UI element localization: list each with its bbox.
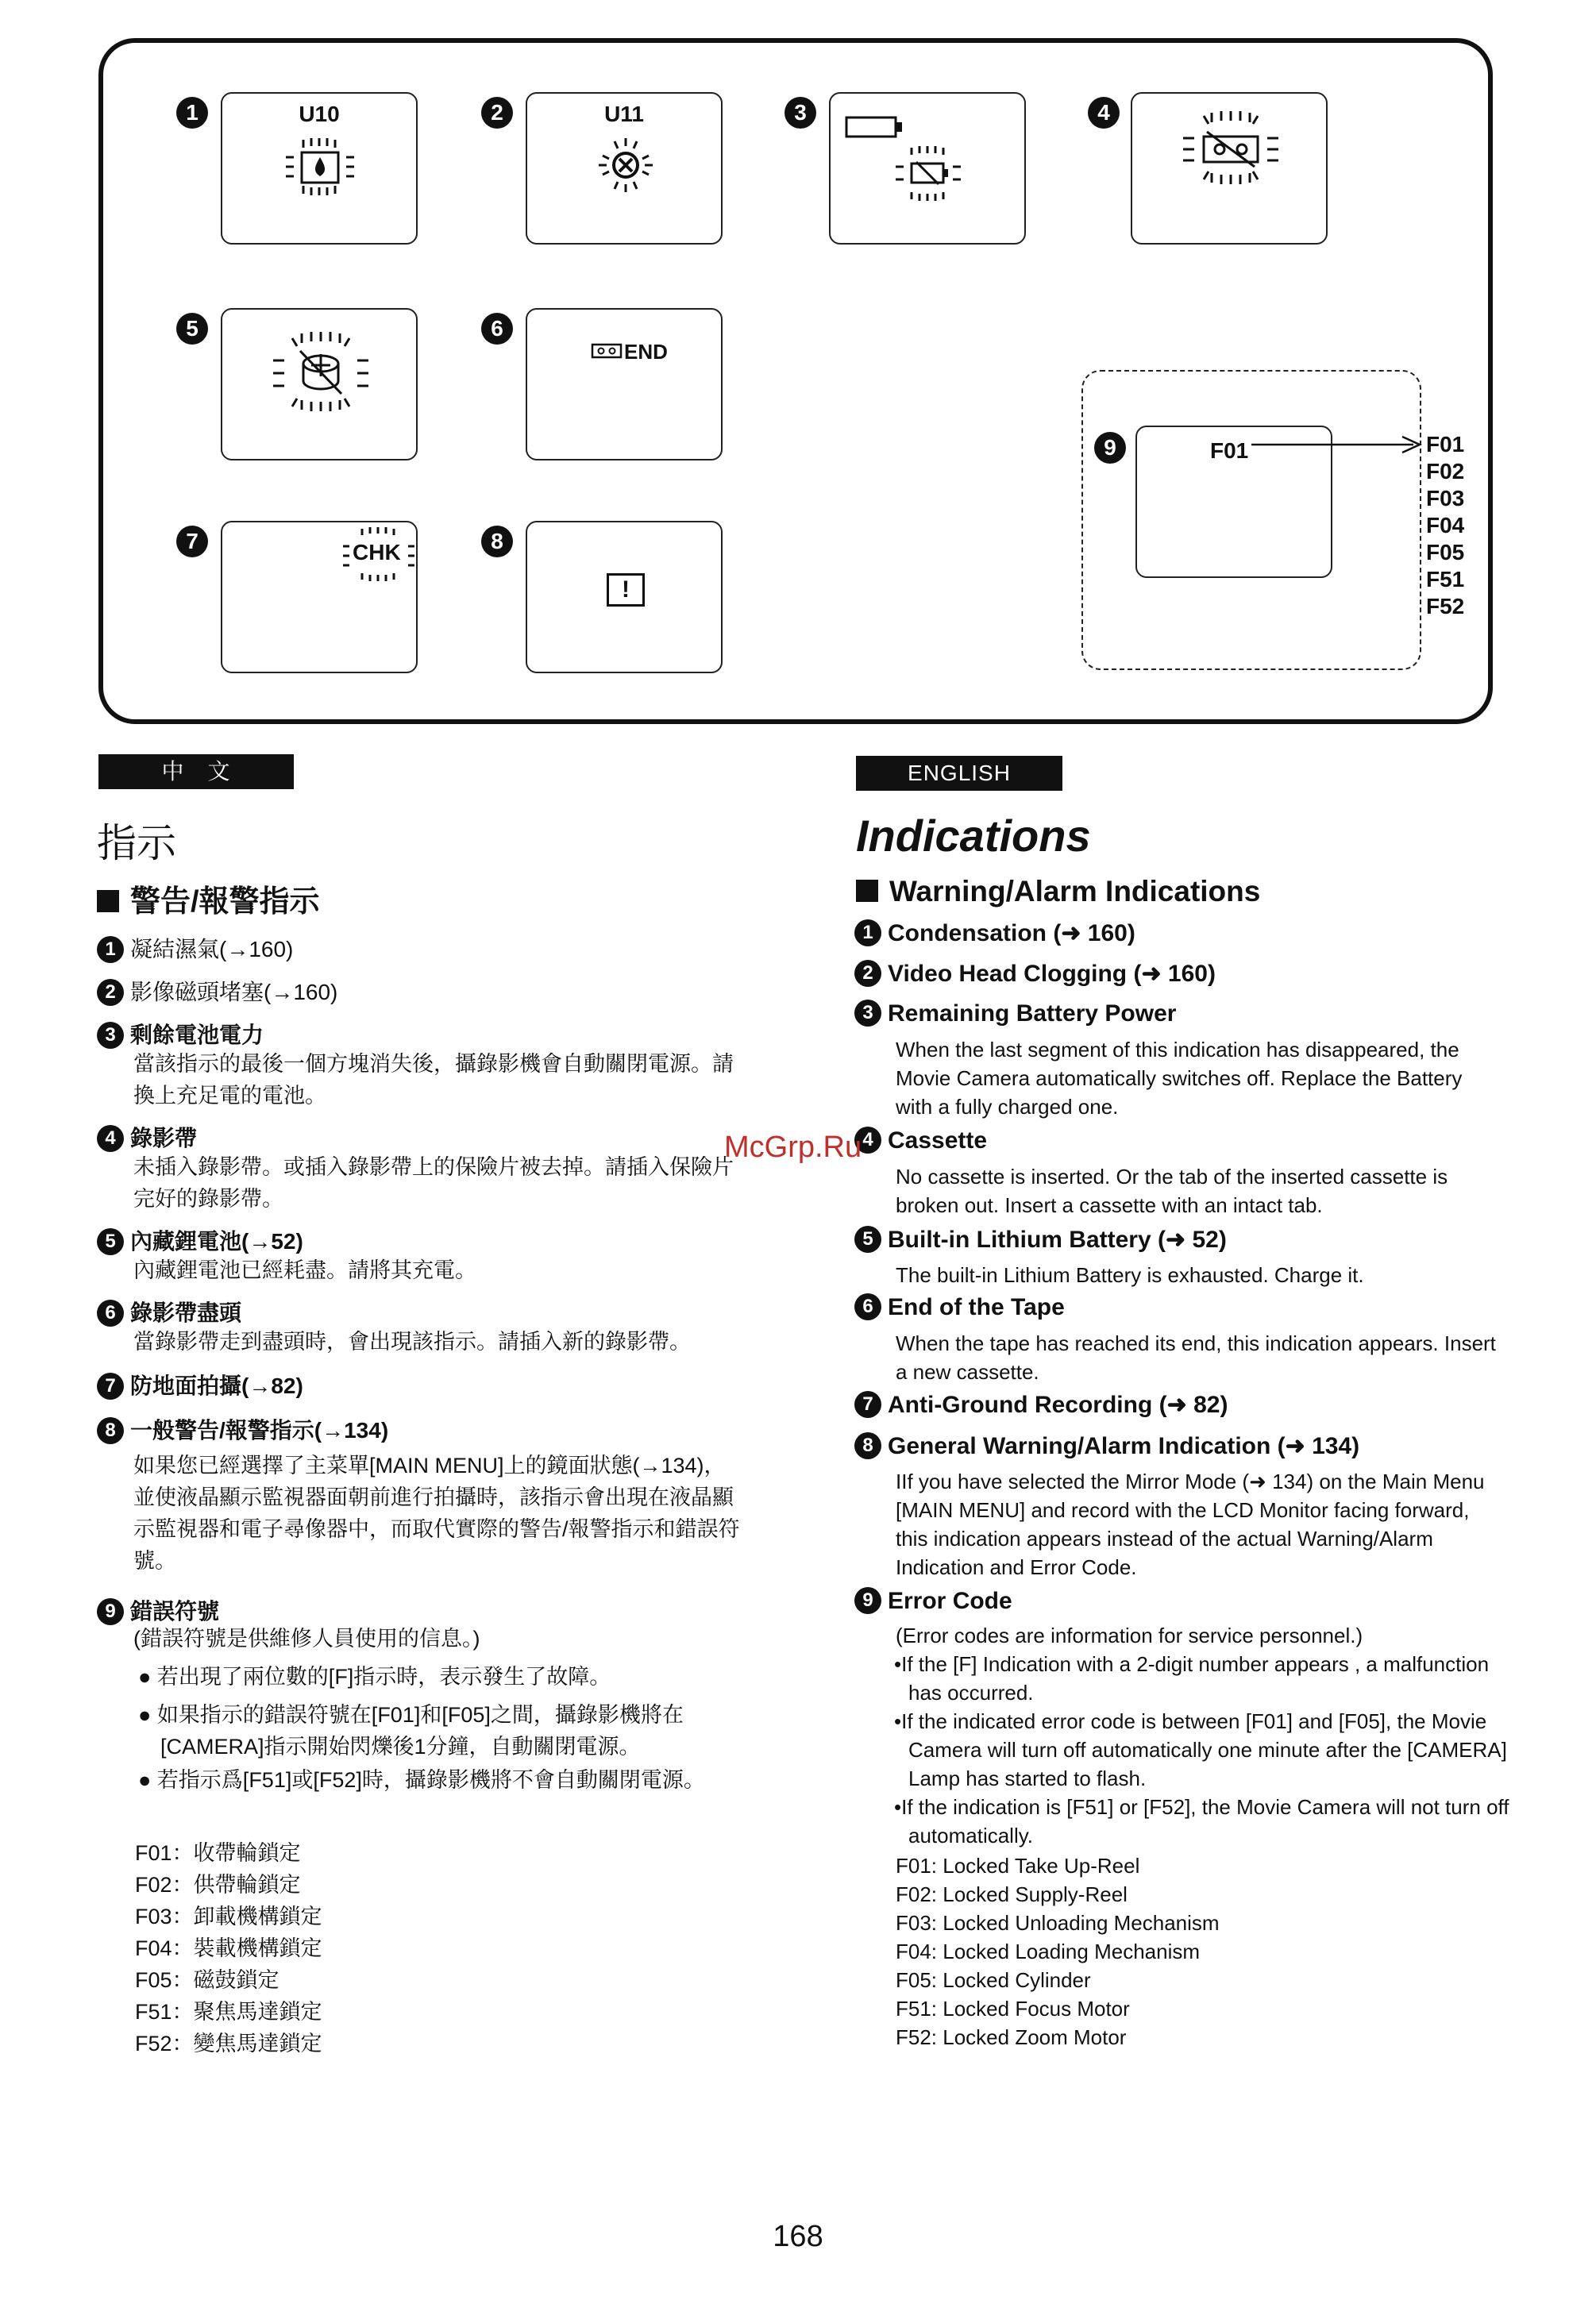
figure-badge-8: 8 bbox=[481, 526, 513, 557]
tape-end-label: END bbox=[624, 340, 668, 364]
screen-3 bbox=[829, 92, 1026, 245]
screen-8 bbox=[526, 521, 723, 673]
battery-low-icon bbox=[843, 111, 907, 140]
en-bullet-2: •If the indicated error code is between [F01] and [F05], the Movie Camera will turn off automatically one minute after the [CAMERA] Lamp has started to flash. bbox=[894, 1709, 1507, 1790]
english-section-heading: Warning/Alarm Indications bbox=[856, 875, 1260, 908]
en-item-5-body: The built-in Lithium Battery is exhausted. Charge it. bbox=[896, 1263, 1364, 1287]
en-item-3: 3 Remaining Battery Power bbox=[854, 1000, 1176, 1028]
en-code-f03: F03: Locked Unloading Mechanism bbox=[896, 1911, 1220, 1935]
zh-bullet-1: ● 若出現了兩位數的[F]指示時，表示發生了故障。 bbox=[138, 1665, 611, 1689]
check-label: CHK bbox=[353, 540, 401, 564]
battery-blink-icon bbox=[891, 143, 967, 203]
screen-code-u11: U11 bbox=[604, 102, 644, 126]
en-item-8-body: IIf you have selected the Mirror Mode (➜ 134) on the Main Menu [MAIN MENU] and record with the LCD Monitor facing forward, this indication appears instead of the actual Warning/Alarm Indication and Error Code. bbox=[896, 1470, 1485, 1579]
screen-4 bbox=[1131, 92, 1328, 245]
en-bullet-3: •If the indication is [F51] or [F52], the Movie Camera will not turn off automatically. bbox=[894, 1795, 1509, 1847]
error-code-f52: F52 bbox=[1426, 594, 1465, 618]
figure-badge-4: 4 bbox=[1088, 97, 1120, 129]
figure-badge-5: 5 bbox=[176, 313, 208, 345]
en-item-8: 8 General Warning/Alarm Indication (➜ 134) bbox=[854, 1432, 1359, 1461]
zh-code-f02: F02：供帶輪鎖定 bbox=[135, 1873, 301, 1897]
en-item-7: 7 Anti-Ground Recording (➜ 82) bbox=[854, 1391, 1228, 1420]
en-code-f05: F05: Locked Cylinder bbox=[896, 1968, 1091, 1992]
zh-item-4-body: 未插入錄影帶。或插入錄影帶上的保險片被去掉。請插入保險片完好的錄影帶。 bbox=[133, 1155, 734, 1211]
zh-code-f05: F05：磁鼓鎖定 bbox=[135, 1968, 279, 1992]
en-item-3-body: When the last segment of this indication has disappeared, the Movie Camera automatically switches off. Replace the Battery with a fully charged one. bbox=[896, 1038, 1463, 1119]
error-code-f05: F05 bbox=[1426, 540, 1465, 564]
screen-6 bbox=[526, 308, 723, 460]
lithium-battery-blink-icon bbox=[262, 329, 380, 416]
zh-item-8-body: 如果您已經選擇了主菜單[MAIN MENU]上的鏡面狀態(→134)，並使液晶顯示監視器面朝前進行拍攝時，該指示會出現在液晶顯示監視器和電子尋像器中，而取代實際的警告/報警指示和錯誤符號。 bbox=[133, 1454, 740, 1573]
figure-badge-9: 9 bbox=[1094, 432, 1126, 464]
chinese-language-tab: 中 文 bbox=[98, 754, 294, 789]
warning-box-icon: ! bbox=[607, 573, 645, 607]
zh-item-3: 3 剩餘電池電力 bbox=[97, 1018, 264, 1050]
en-code-f52: F52: Locked Zoom Motor bbox=[896, 2025, 1127, 2049]
zh-item-9: 9 錯誤符號 bbox=[97, 1594, 219, 1627]
en-item-6: 6 End of the Tape bbox=[854, 1294, 1065, 1322]
en-code-f51: F51: Locked Focus Motor bbox=[896, 1997, 1130, 2021]
error-code-f51: F51 bbox=[1426, 567, 1465, 591]
zh-code-f01: F01：收帶輪鎖定 bbox=[135, 1841, 301, 1865]
zh-code-f04: F04：裝載機構鎖定 bbox=[135, 1936, 322, 1960]
zh-bullet-3: ● 若指示爲[F51]或[F52]時，攝錄影機將不會自動關閉電源。 bbox=[138, 1768, 705, 1792]
figure-badge-2: 2 bbox=[481, 97, 513, 129]
zh-item-6-body: 當錄影帶走到盡頭時，會出現該指示。請插入新的錄影帶。 bbox=[133, 1330, 691, 1354]
zh-item-2: 2 影像磁頭堵塞(→160) bbox=[97, 975, 337, 1008]
en-item-9-body: (Error codes are information for service personnel.) bbox=[896, 1624, 1363, 1647]
tape-end-icon bbox=[591, 341, 624, 360]
en-code-f01: F01: Locked Take Up-Reel bbox=[896, 1854, 1140, 1878]
en-item-1: 1 Condensation (➜ 160) bbox=[854, 919, 1135, 948]
figure-badge-7: 7 bbox=[176, 526, 208, 557]
page-number: 168 bbox=[773, 2220, 823, 2253]
zh-item-1: 1 凝結濕氣(→160) bbox=[97, 932, 293, 965]
zh-item-5: 5 內藏鋰電池(→52) bbox=[97, 1224, 303, 1257]
zh-item-4: 4 錄影帶 bbox=[97, 1121, 197, 1154]
screen-2 bbox=[526, 92, 723, 245]
en-item-4-body: No cassette is inserted. Or the tab of the inserted cassette is broken out. Insert a cassette with an intact tab. bbox=[896, 1165, 1448, 1217]
en-item-2: 2 Video Head Clogging (➜ 160) bbox=[854, 960, 1216, 988]
screen-1 bbox=[221, 92, 418, 245]
error-code-f03: F03 bbox=[1426, 486, 1465, 511]
zh-item-8: 8 一般警告/報警指示(→134) bbox=[97, 1413, 388, 1446]
screen-7 bbox=[221, 521, 418, 673]
screen-code-u10: U10 bbox=[299, 102, 340, 126]
zh-code-f03: F03：卸載機構鎖定 bbox=[135, 1905, 322, 1928]
zh-item-5-body: 內藏鋰電池已經耗盡。請將其充電。 bbox=[133, 1258, 476, 1282]
screen-5 bbox=[221, 308, 418, 460]
zh-bullet-2: ● 如果指示的錯誤符號在[F01]和[F05]之間，攝錄影機將在[CAMERA]指示開始閃爍後1分鐘，自動關閉電源。 bbox=[138, 1703, 684, 1759]
figure-badge-1: 1 bbox=[176, 97, 208, 129]
zh-code-f51: F51：聚焦馬達鎖定 bbox=[135, 2000, 322, 2024]
figure-badge-3: 3 bbox=[785, 97, 816, 129]
condensation-drop-icon bbox=[281, 135, 360, 198]
error-code-f02: F02 bbox=[1426, 459, 1465, 484]
english-page-title: Indications bbox=[856, 811, 1091, 861]
zh-item-7: 7 防地面拍攝(→82) bbox=[97, 1369, 303, 1401]
head-clog-icon bbox=[596, 135, 656, 195]
screen-error-code: F01 bbox=[1210, 438, 1249, 463]
en-code-f02: F02: Locked Supply-Reel bbox=[896, 1882, 1128, 1906]
chinese-section-heading: 警告/報警指示 bbox=[97, 877, 320, 920]
zh-item-3-body: 當該指示的最後一個方塊消失後，攝錄影機會自動關閉電源。請換上充足電的電池。 bbox=[133, 1052, 734, 1108]
error-code-f01: F01 bbox=[1426, 432, 1465, 457]
english-language-tab: ENGLISH bbox=[856, 756, 1062, 791]
watermark: McGrp.Ru bbox=[724, 1131, 862, 1164]
zh-item-6: 6 錄影帶盡頭 bbox=[97, 1296, 241, 1328]
zh-item-9-body: (錯誤符號是供維修人員使用的信息。) bbox=[133, 1627, 480, 1651]
en-item-6-body: When the tape has reached its end, this indication appears. Insert a new cassette. bbox=[896, 1331, 1496, 1384]
indications-figure bbox=[98, 38, 1493, 724]
error-code-f04: F04 bbox=[1426, 513, 1465, 537]
en-code-f04: F04: Locked Loading Mechanism bbox=[896, 1940, 1201, 1963]
chinese-page-title: 指示 bbox=[97, 821, 176, 865]
cassette-blink-icon bbox=[1172, 108, 1290, 187]
error-code-arrow bbox=[1250, 429, 1428, 460]
zh-code-f52: F52：變焦馬達鎖定 bbox=[135, 2032, 322, 2055]
en-item-5: 5 Built-in Lithium Battery (➜ 52) bbox=[854, 1226, 1227, 1254]
en-item-9: 9 Error Code bbox=[854, 1588, 1012, 1616]
en-bullet-1: •If the [F] Indication with a 2-digit number appears , a malfunction has occurred. bbox=[894, 1652, 1490, 1705]
figure-badge-6: 6 bbox=[481, 313, 513, 345]
en-item-4: 4 Cassette bbox=[854, 1127, 987, 1155]
